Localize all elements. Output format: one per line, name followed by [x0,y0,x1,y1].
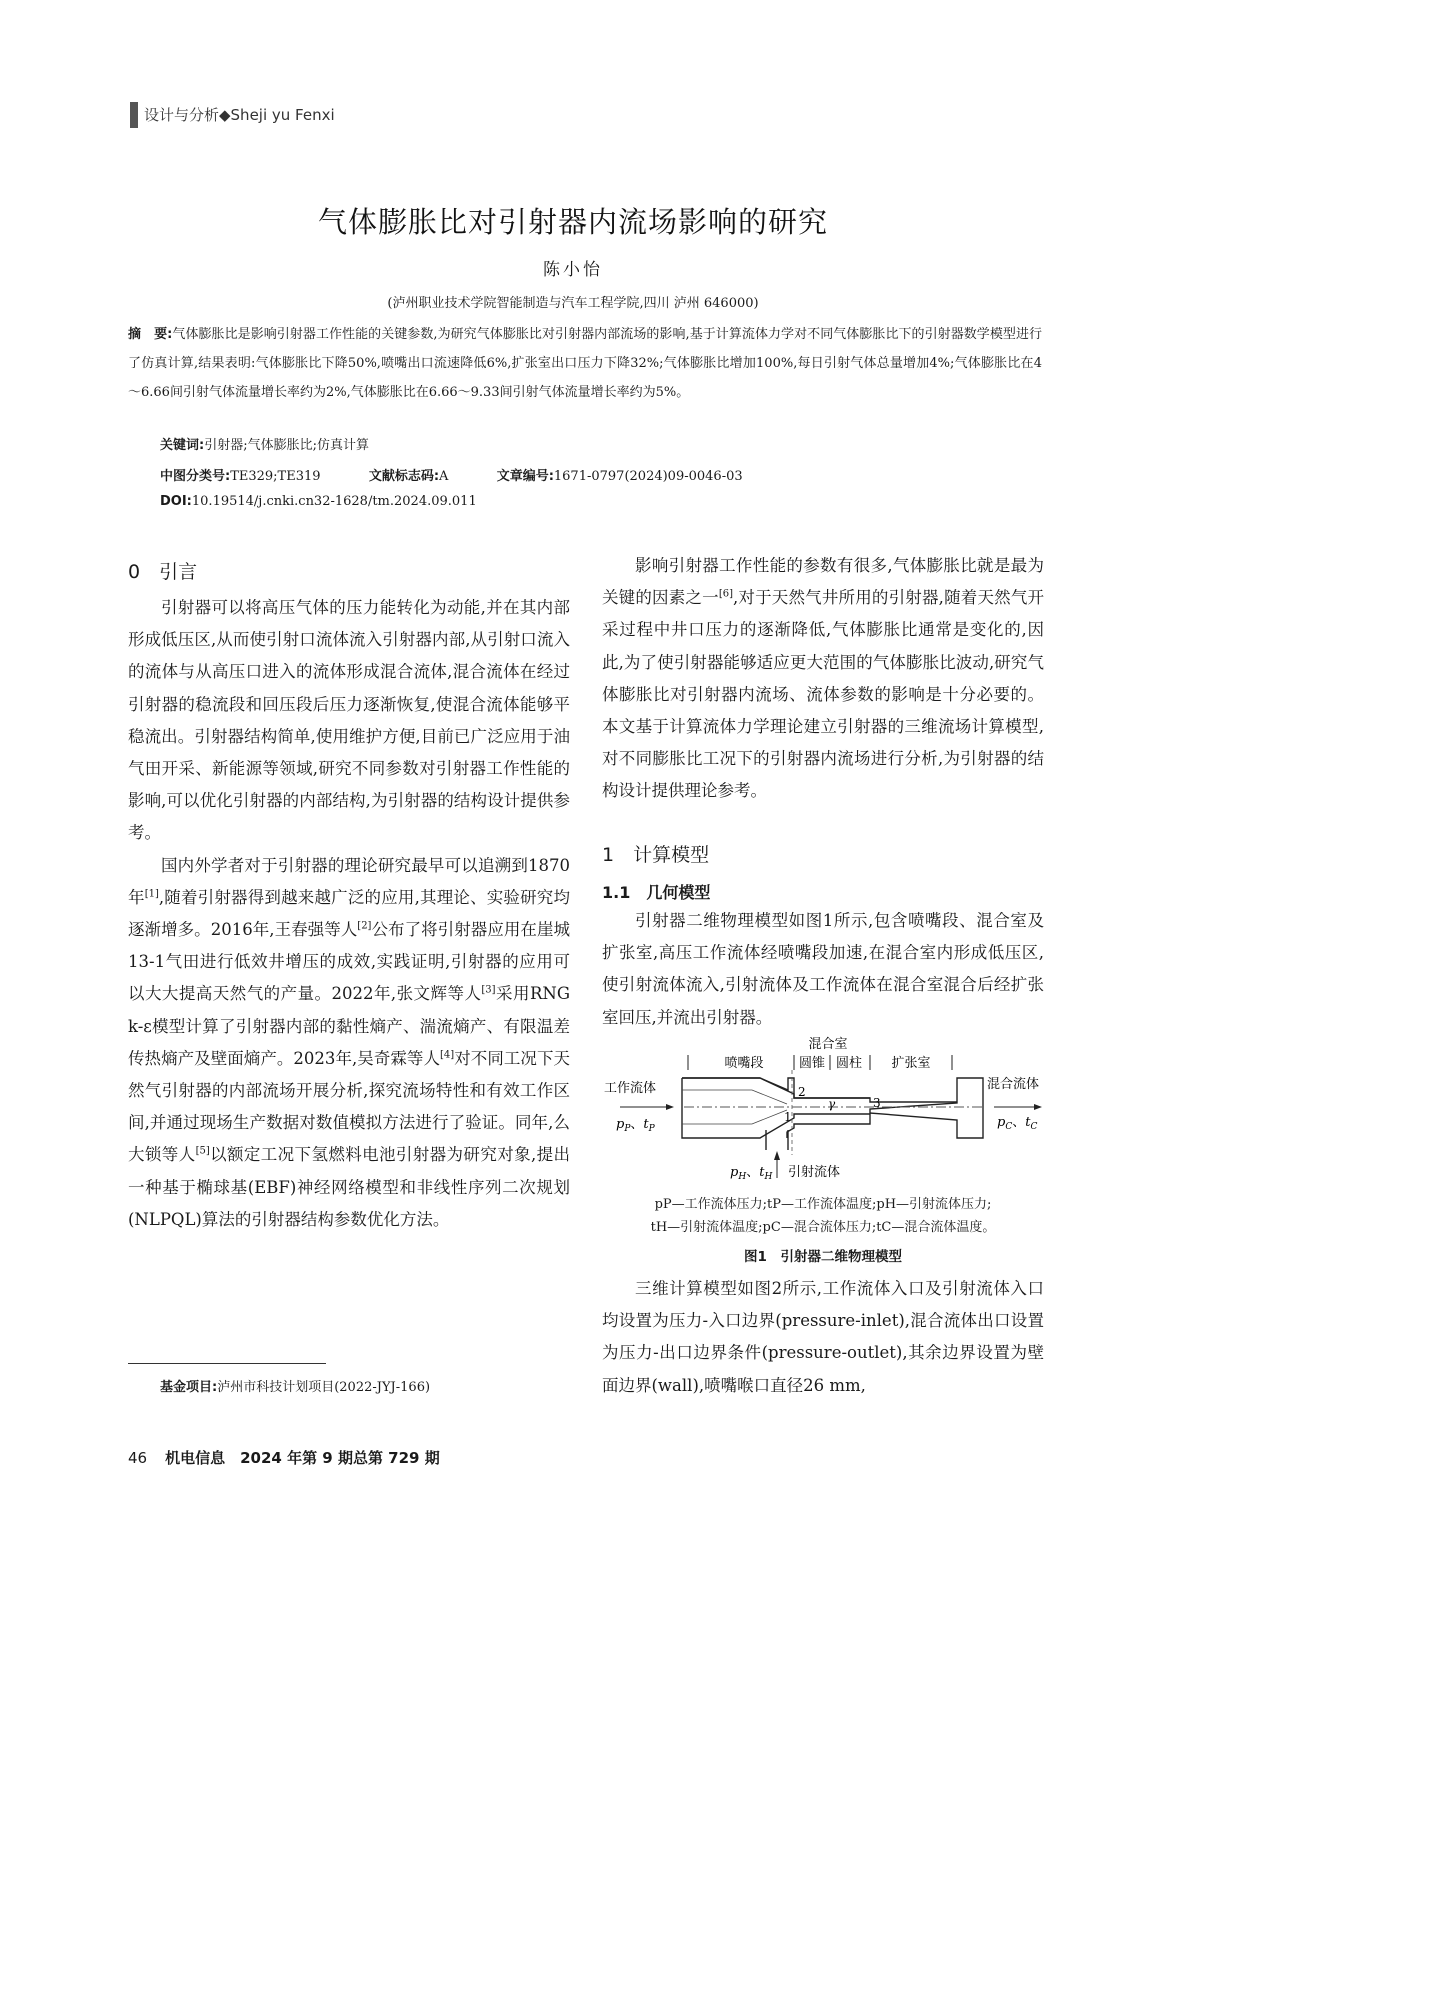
figure-legend-2: tH—引射流体温度;pC—混合流体压力;tC—混合流体温度。 [650,1220,996,1235]
suction-arrowhead [774,1151,780,1160]
doi-label: DOI: [160,494,192,509]
station-2: 2 [798,1085,806,1099]
section-heading-intro: 0 引言 [128,561,198,583]
section-heading-model: 1 计算模型 [602,844,710,866]
label-cylinder: 圆柱 [835,1056,863,1071]
clc-label: 中图分类号: [160,469,231,484]
article-no-value: 1671-0797(2024)09-0046-03 [553,469,743,484]
label-suction-fluid: 引射流体 [788,1165,841,1180]
station-1: 1 [784,1110,792,1124]
doi-value: 10.19514/j.cnki.cn32-1628/tm.2024.09.011 [191,494,477,509]
label-cone: 圆锥 [798,1056,826,1071]
citation-6: [6] [718,588,733,600]
doi [160,494,477,509]
abstract-label: 摘 要: [128,327,173,342]
section-marker [130,102,138,128]
keywords-text: 引射器;气体膨胀比;仿真计算 [204,438,369,453]
citation-2: [2] [357,920,372,932]
model-paragraph: 三维计算模型如图2所示,工作流体入口及引射流体入口均设置为压力-入口边界(pressure-inlet),混合流体出口设置为压力-出口边界条件(pressure-outlet),其余边界设置为壁面边界(wall),喷嘴喉口直径26 mm, [602,1279,1044,1395]
station-3: 3 [873,1096,881,1110]
figure-caption: 图1 引射器二维物理模型 [744,1249,902,1265]
intro-paragraph-1: 引射器可以将高压气体的压力能转化为动能,并在其内部形成低压区,从而使引射口流体流入引射器内部,从引射口流入的流体与从高压口进入的流体形成混合流体,混合流体在经过引射器的稳流段和回压段后压力逐渐恢复,使混合流体能够平稳流出。引射器结构简单,使用维护方便,目前已广泛应用于油气田开采、新能源等领域,研究不同参数对引射器工作性能的影响,可以优化引射器的内部结构,为引射器的结构设计提供参考。 [128,598,570,843]
model-text [602,1273,1044,1402]
label-pp-tp: $p_P$、$t_P$ [616,1117,655,1134]
doc-code-label: 文献标志码: [368,469,440,484]
label-working-fluid: 工作流体 [604,1081,657,1096]
citation-1: [1] [144,888,159,900]
geometry-paragraph: 引射器二维物理模型如图1所示,包含喷嘴段、混合室及扩张室,高压工作流体经喷嘴段加速,在混合室内形成低压区,使引射流体流入,引射流体及工作流体在混合室混合后经扩张室回压,并流出引射器。 [602,911,1044,1027]
label-mixed-fluid: 混合流体 [987,1077,1040,1092]
label-ph-th: $p_H$、$t_H$ [730,1165,773,1182]
angle-gamma: γ [828,1097,836,1111]
label-pc-tc: $p_C$、$t_C$ [997,1115,1038,1132]
intro-paragraph-3: 影响引射器工作性能的参数有很多,气体膨胀比就是最为关键的因素之一[6],对于天然气井所用的引射器,随着天然气开采过程中井口压力的逐渐降低,气体膨胀比通常是变化的,因此,为了使引射器能够适应更大范围的气体膨胀比波动,研究气体膨胀比对引射器内流场、流体参数的影响是十分必要的。本文基于计算流体力学理论建立引射器的三维流场计算模型,对不同膨胀比工况下的引射器内流场进行分析,为引射器的结构设计提供理论参考。 [602,556,1045,801]
article-title: 气体膨胀比对引射器内流场影响的研究 [317,205,828,239]
page-footer [128,1447,440,1468]
geometry-text [602,905,1044,1034]
citation-3: [3] [481,984,496,996]
clc-value: TE329;TE319 [230,469,321,484]
footnote-rule [128,1363,326,1364]
classification [160,465,743,484]
figure-legend-1: pP—工作流体压力;tP—工作流体温度;pH—引射流体压力; [654,1197,992,1212]
subsection-heading-geometry: 1.1 几何模型 [602,883,711,902]
section-label: 设计与分析◆Sheji yu Fenxi [144,106,335,124]
keywords-label: 关键词: [160,438,205,453]
abstract [128,320,1042,407]
article-no-label: 文章编号: [496,469,554,484]
doc-code-value: A [439,469,449,484]
affiliation: (泸州职业技术学院智能制造与汽车工程学院,四川 泸州 646000) [387,296,759,311]
citation-4: [4] [440,1049,455,1061]
citation-5: [5] [195,1145,210,1157]
ejector-diagram [602,1030,1044,1190]
label-nozzle: 喷嘴段 [724,1056,764,1071]
footnote [160,1376,430,1395]
abstract-text: 气体膨胀比是影响引射器工作性能的关键参数,为研究气体膨胀比对引射器内部流场的影响,基于计算流体力学对不同气体膨胀比下的引射器数学模型进行了仿真计算,结果表明:气体膨胀比下降50%,喷嘴出口流速降低6%,扩张室出口压力下降32%;气体膨胀比增加100%,每日引射气体总量增加4%;气体膨胀比在4～6.66间引射气体流量增长率约为2%,气体膨胀比在6.66～9.33间引射气体流量增长率约为5%。 [128,327,1042,400]
right-column-top [602,550,1044,808]
journal-info: 机电信息 2024 年第 9 期总第 729 期 [165,1449,440,1467]
keywords [160,434,369,453]
author: 陈小怡 [543,260,603,280]
left-column [128,592,570,1236]
label-diffuser: 扩张室 [891,1056,931,1071]
page-number: 46 [128,1449,148,1467]
footnote-label: 基金项目: [160,1380,218,1395]
outlet-arrowhead [1034,1104,1042,1110]
intro-paragraph-2: 国内外学者对于引射器的理论研究最早可以追溯到1870年[1],随着引射器得到越来越广泛的应用,其理论、实验研究均逐渐增多。2016年,王春强等人[2]公布了将引射器应用在崖城13-1气田进行低效井增压的成效,实践证明,引射器的应用可以大大提高天然气的产量。2022年,张文辉等人[3]采用RNG k-ε模型计算了引射器内部的黏性熵产、湍流熵产、有限温差传热熵产及壁面熵产。2023年,吴奇霖等人[4]对不同工况下天然气引射器的内部流场开展分析,探究流场特性和有效工作区间,并通过现场生产数据对数值模拟方法进行了验证。同年,么大锁等人[5]以额定工况下氢燃料电池引射器为研究对象,提出一种基于椭球基(EBF)神经网络模型和非线性序列二次规划(NLPQL)算法的引射器结构参数优化方法。 [128,855,571,1229]
label-mixing-chamber: 混合室 [808,1037,848,1052]
footnote-text: 泸州市科技计划项目(2022-JYJ-166) [217,1380,431,1395]
inlet-arrowhead [666,1104,674,1110]
